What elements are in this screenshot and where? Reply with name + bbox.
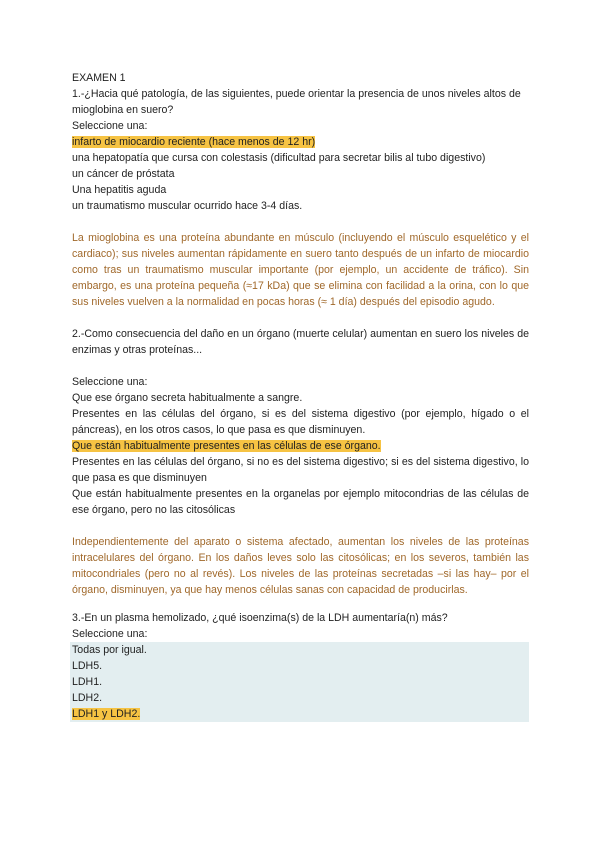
q2-option-1[interactable]: Que ese órgano secreta habitualmente a sangre.	[72, 392, 303, 404]
q1-option-2[interactable]: una hepatopatía que cursa con colestasis (dificultad para secretar bilis al tubo digestivo)	[72, 152, 486, 164]
question-2-text: 2.-Como consecuencia del daño en un órgano (muerte celular) aumentan en suero los niveles de enzimas y otras proteínas...	[72, 328, 529, 356]
q3-option-5-selected[interactable]: LDH1 y LDH2.	[72, 708, 141, 720]
q1-option-1-selected[interactable]: infarto de miocardio reciente (hace menos de 12 hr)	[72, 136, 316, 148]
q2-option-2[interactable]: Presentes en las células del órgano, si es del sistema digestivo (por ejemplo, hígado o el páncreas), en los otros casos, lo que pasa es que disminuyen.	[72, 408, 529, 436]
exam-title: EXAMEN 1	[72, 72, 126, 84]
question-3-text: 3.-En un plasma hemolizado, ¿qué isoenzima(s) de la LDH aumentaría(n) más?	[72, 612, 448, 624]
q1-option-5[interactable]: un traumatismo muscular ocurrido hace 3-4 días.	[72, 200, 303, 212]
question-2-explanation: Independientemente del aparato o sistema afectado, aumentan los niveles de las proteínas intracelulares del órgano. En los daños leves solo las citosólicas; en los severos, también las mitocondriales (pero no al revés). Los niveles de las proteínas secretadas –si las hay– por el órgano, disminuyen, ya que hay menos células sanas con capacidad de producirlas.	[72, 536, 529, 596]
question-1-prompt: Seleccione una:	[72, 120, 148, 132]
q3-option-4[interactable]: LDH2.	[72, 692, 103, 704]
exam-page	[72, 70, 529, 722]
q2-option-5[interactable]: Que están habitualmente presentes en la organelas por ejemplo mitocondrias de las células de ese órgano, pero no las citosólicas	[72, 488, 529, 516]
question-1	[72, 86, 529, 214]
q2-option-4[interactable]: Presentes en las células del órgano, si no es del sistema digestivo; si es del sistema digestivo, lo que pasa es que disminuyen	[72, 456, 529, 484]
question-1-text: 1.-¿Hacia qué patología, de las siguientes, puede orientar la presencia de unos niveles altos de mioglobina en suero?	[72, 88, 521, 116]
question-3	[72, 610, 529, 722]
question-1-explanation: La mioglobina es una proteína abundante en músculo (incluyendo el músculo esquelético y el cardiaco); sus niveles aumentan rápidamente en suero tanto después de un infarto de miocardio como tras un traumatismo muscular importante (por ejemplo, un accidente de tráfico). Sin embargo, es una proteína pequeña (≈17 kDa) que se elimina con facilidad a la orina, con lo que sus niveles vuelven a la normalidad en pocas horas (≈ 1 día) después del episodio agudo.	[72, 232, 529, 308]
q1-option-3[interactable]: un cáncer de próstata	[72, 168, 175, 180]
question-2	[72, 326, 529, 518]
question-2-prompt: Seleccione una:	[72, 376, 148, 388]
q2-option-3-selected[interactable]: Que están habitualmente presentes en las células de ese órgano.	[72, 440, 381, 452]
question-3-prompt: Seleccione una:	[72, 628, 148, 640]
q3-option-2[interactable]: LDH5.	[72, 660, 103, 672]
q1-option-4[interactable]: Una hepatitis aguda	[72, 184, 167, 196]
q3-option-3[interactable]: LDH1.	[72, 676, 103, 688]
q3-options-panel	[72, 642, 529, 722]
q3-option-1[interactable]: Todas por igual.	[72, 644, 147, 656]
